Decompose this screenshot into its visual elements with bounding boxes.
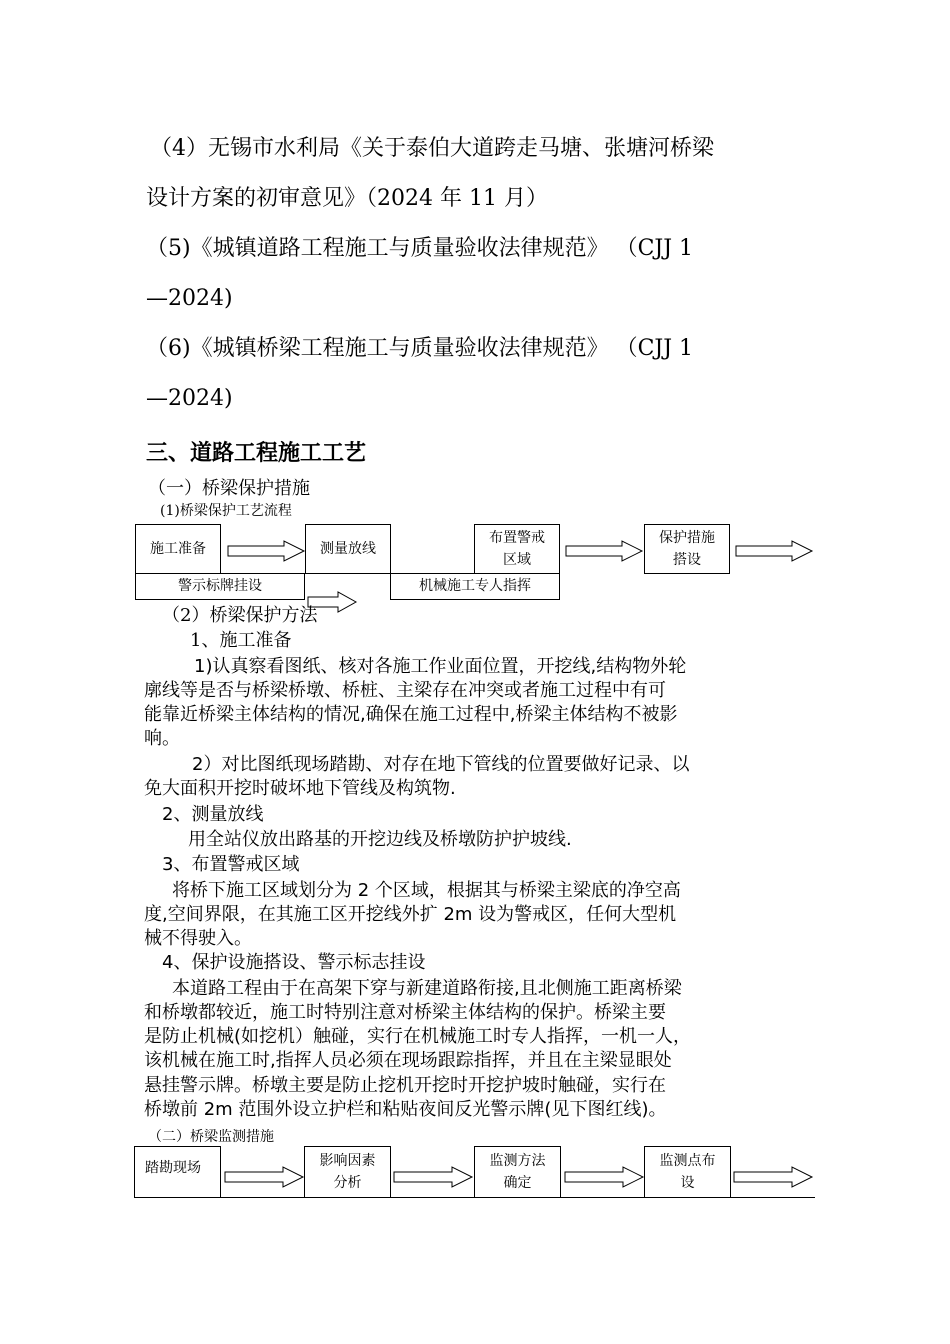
ref-6-line1: （6)《城镇桥梁工程施工与质量验收法律规范》 （CJJ 1 [146, 336, 694, 361]
s3-p-line3: 械不得驶入。 [144, 928, 252, 949]
s1-p2-line2: 免大面积开挖时破坏地下管线及构筑物. [144, 778, 456, 799]
s4-p-line1: 本道路工程由于在高架下穿与新建道路衔接,且北侧施工距离桥梁 [172, 978, 682, 999]
s4-p-line5: 悬挂警示牌。桥墩主要是防止挖机开挖时开挖护坡时触碰，实行在 [144, 1075, 666, 1096]
flow2-box-method-label2: 确定 [503, 1175, 532, 1191]
s1-p1-line2: 廓线等是否与桥梁桥墩、桥桩、主梁存在冲突或者施工过程中有可 [144, 680, 666, 701]
flow2-arrow-3 [565, 1166, 645, 1188]
flow1-caption: (1)桥梁保护工艺流程 [160, 503, 292, 519]
flow1-box-warning-zone [474, 524, 560, 574]
ref-6-line2: —2024) [146, 386, 233, 411]
s3-p-line1: 将桥下施工区域划分为 2 个区域，根据其与桥梁主梁底的净空高 [172, 880, 681, 901]
ref-4-line2: 设计方案的初审意见》（2024 年 11 月） [146, 186, 548, 211]
flow2-box-method [474, 1146, 561, 1198]
part1-title: （一）桥梁保护措施 [148, 478, 310, 499]
flow2-box-points-label1: 监测点布 [659, 1152, 716, 1169]
ref-5-line1: （5)《城镇道路工程施工与质量验收法律规范》 （CJJ 1 [146, 236, 694, 261]
s3-p-line2: 度,空间界限，在其施工区开挖线外扩 2m 设为警戒区，任何大型机 [144, 904, 677, 925]
s4-title: 4、保护设施搭设、警示标志挂设 [162, 952, 426, 973]
s1-p1-line1: 1)认真察看图纸、核对各施工作业面位置，开挖线,结构物外轮 [194, 656, 687, 677]
flow1-arrow-1 [228, 540, 306, 562]
ref-4-line1: （4）无锡市水利局《关于泰伯大道跨走马塘、张塘河桥梁 [150, 136, 714, 161]
flow2-arrow-2 [394, 1166, 474, 1188]
flow2-box-survey-label: 踏勘现场 [145, 1160, 201, 1176]
flow1-box-warning-zone-label1: 布置警戒 [489, 529, 545, 546]
s4-p-line2: 和桥墩都较近，施工时特别注意对桥梁主体结构的保护。桥梁主要 [144, 1002, 666, 1023]
flow1-arrow-2 [566, 540, 644, 562]
flow1-box-protection-label1: 保护措施 [659, 529, 715, 546]
flow1-box-prepare-label: 施工准备 [150, 540, 206, 557]
flow1-arrow-3 [736, 540, 814, 562]
s1-p1-line3: 能靠近桥梁主体结构的情况,确保在施工过程中,桥梁主体结构不被影 [144, 704, 678, 725]
s4-p-line3: 是防止机械(如挖机）触碰，实行在机械施工时专人指挥，一机一人， [144, 1026, 692, 1047]
flow2-box-factors-label1: 影响因素 [319, 1152, 376, 1169]
flow2-box-method-label1: 监测方法 [489, 1152, 546, 1169]
flow2-baseline [221, 1197, 815, 1198]
s2-paragraph: 用全站仪放出路基的开挖边线及桥墩防护护坡线. [188, 829, 572, 850]
s3-title: 3、布置警戒区域 [162, 854, 300, 875]
flow2-box-survey [134, 1146, 221, 1198]
flow1-box-protection [644, 524, 730, 574]
flow1-box-protection-label2: 搭设 [673, 552, 701, 568]
flow2-box-factors-label2: 分析 [333, 1175, 362, 1191]
s4-p-line6: 桥墩前 2m 范围外设立护栏和粘贴夜间反光警示牌(见下图红线)。 [144, 1099, 667, 1120]
flow1-box-survey [305, 524, 391, 574]
flow1-under-sign [135, 573, 305, 600]
flow2-arrow-1 [225, 1166, 305, 1188]
flow1-box-survey-label: 测量放线 [320, 540, 376, 557]
flow2-box-points [644, 1146, 731, 1198]
flow1-box-warning-zone-label2: 区域 [503, 552, 531, 568]
flow2-box-points-label2: 设 [680, 1175, 695, 1191]
flow2-box-factors [304, 1146, 391, 1198]
flow1-box-prepare [135, 524, 221, 574]
flow1-under-command-label: 机械施工专人指挥 [419, 578, 531, 595]
flow2-arrow-4 [734, 1166, 814, 1188]
flow1-under-sign-label: 警示标牌挂设 [178, 578, 262, 595]
ref-5-line2: —2024) [146, 286, 233, 311]
flow1-under-command [390, 573, 560, 600]
s2-title: 2、测量放线 [162, 804, 264, 825]
s1-title: 1、施工准备 [190, 630, 292, 651]
s1-p1-line4: 响。 [144, 728, 180, 749]
s1-p2-line1: 2）对比图纸现场踏勘、对存在地下管线的位置要做好记录、以 [192, 754, 690, 775]
s4-p-line4: 该机械在施工时,指挥人员必须在现场跟踪指挥，并且在主梁显眼处 [144, 1050, 672, 1071]
section-title: 三、道路工程施工工艺 [146, 441, 367, 466]
part2-title: （二）桥梁监测措施 [148, 1129, 274, 1145]
method-title: （2）桥梁保护方法 [162, 605, 318, 626]
